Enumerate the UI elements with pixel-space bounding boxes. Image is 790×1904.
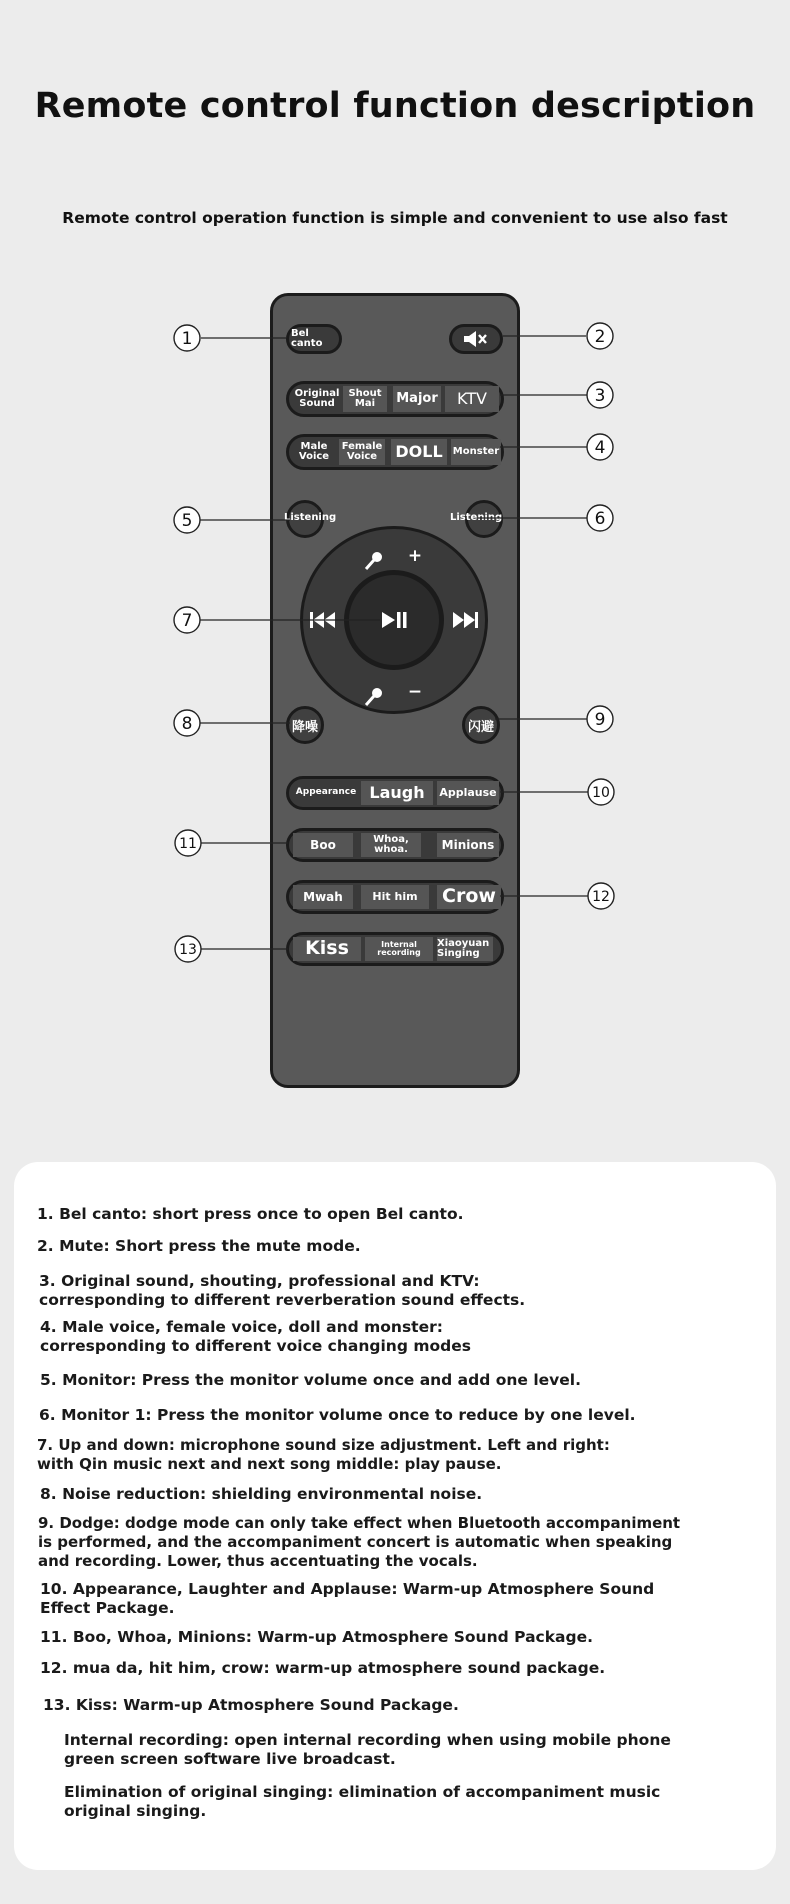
callout-13: 13 (179, 942, 197, 958)
appearance-button[interactable]: Appearance (295, 787, 357, 798)
page-subtitle: Remote control operation function is simple and convenient to use also fast (62, 209, 728, 227)
dodge-label: 闪避 (467, 719, 494, 735)
callout-4: 4 (594, 438, 606, 458)
boo-button[interactable]: Boo (293, 833, 353, 857)
mwah-button[interactable]: Mwah (293, 885, 353, 909)
whoa-button[interactable]: Whoa, whoa. (361, 833, 421, 857)
callout-7: 7 (181, 611, 193, 631)
kiss-button[interactable]: Kiss (293, 937, 361, 961)
desc-10: 10. Appearance, Laughter and Applause: Warm-up Atmosphere Sound Effect Package. (40, 1580, 655, 1617)
original-sound-button[interactable]: Original Sound (294, 387, 340, 409)
bel-canto-label: Bel canto (291, 327, 323, 349)
desc-5: 5. Monitor: Press the monitor volume once and add one level. (40, 1371, 581, 1389)
callout-12: 12 (592, 889, 610, 905)
callout-11: 11 (179, 836, 197, 852)
hit-him-button[interactable]: Hit him (361, 885, 429, 909)
callout-1: 1 (181, 329, 193, 349)
listening-left-label: Listening (284, 512, 337, 523)
xiaoyuan-singing-button[interactable]: Xiaoyuan Singing (437, 937, 493, 961)
desc-8: 8. Noise reduction: shielding environmental noise. (40, 1485, 483, 1503)
callout-5: 5 (181, 511, 193, 531)
laugh-button[interactable]: Laugh (361, 781, 433, 805)
applause-button[interactable]: Applause (437, 781, 499, 805)
shout-mai-button[interactable]: Shout Mai (343, 386, 387, 412)
mic-minus-label: − (407, 682, 423, 703)
desc-elimination: Elimination of original singing: elimination of accompaniment music original singing. (64, 1783, 661, 1820)
callout-2: 2 (594, 327, 606, 347)
male-voice-button[interactable]: Male Voice (298, 440, 330, 462)
callout-10: 10 (592, 785, 610, 801)
desc-13: 13. Kiss: Warm-up Atmosphere Sound Package. (43, 1696, 459, 1714)
desc-6: 6. Monitor 1: Press the monitor volume once to reduce by one level. (39, 1406, 636, 1424)
desc-4: 4. Male voice, female voice, doll and monster: corresponding to different voice changing modes (40, 1318, 471, 1355)
ktv-button[interactable]: KTV (445, 386, 499, 412)
crow-button[interactable]: Crow (437, 885, 501, 909)
page-title: Remote control function description (34, 86, 756, 126)
minions-button[interactable]: Minions (437, 833, 499, 857)
internal-recording-button[interactable]: Internal recording (365, 937, 433, 961)
desc-7: 7. Up and down: microphone sound size adjustment. Left and right: with Qin music next and next song middle: play pause. (37, 1436, 610, 1473)
desc-2: 2. Mute: Short press the mute mode. (37, 1237, 361, 1255)
desc-3: 3. Original sound, shouting, professional and KTV: corresponding to different reverberation sound effects. (39, 1272, 526, 1309)
callout-9: 9 (594, 710, 606, 730)
female-voice-button[interactable]: Female Voice (339, 439, 385, 465)
noise-reduction-label: 降噪 (291, 719, 318, 735)
callout-6: 6 (594, 509, 606, 529)
mic-plus-label: + (407, 546, 423, 567)
callout-3: 3 (594, 386, 606, 406)
desc-11: 11. Boo, Whoa, Minions: Warm-up Atmosphere Sound Package. (40, 1628, 593, 1646)
desc-9: 9. Dodge: dodge mode can only take effect when Bluetooth accompaniment is performed, and the accompaniment concert is automatic when speaking and recording. Lower, thus accentuating the vocals. (38, 1514, 681, 1570)
monster-button[interactable]: Monster (451, 439, 501, 465)
desc-internal-recording: Internal recording: open internal recording when using mobile phone green screen software live broadcast. (64, 1731, 671, 1768)
callout-8: 8 (181, 714, 193, 734)
major-button[interactable]: Major (393, 386, 441, 412)
doll-button[interactable]: DOLL (391, 439, 447, 465)
listening-right-label: Listening (450, 512, 503, 523)
desc-12: 12. mua da, hit him, crow: warm-up atmosphere sound package. (40, 1659, 606, 1677)
desc-1: 1. Bel canto: short press once to open Bel canto. (37, 1205, 464, 1223)
